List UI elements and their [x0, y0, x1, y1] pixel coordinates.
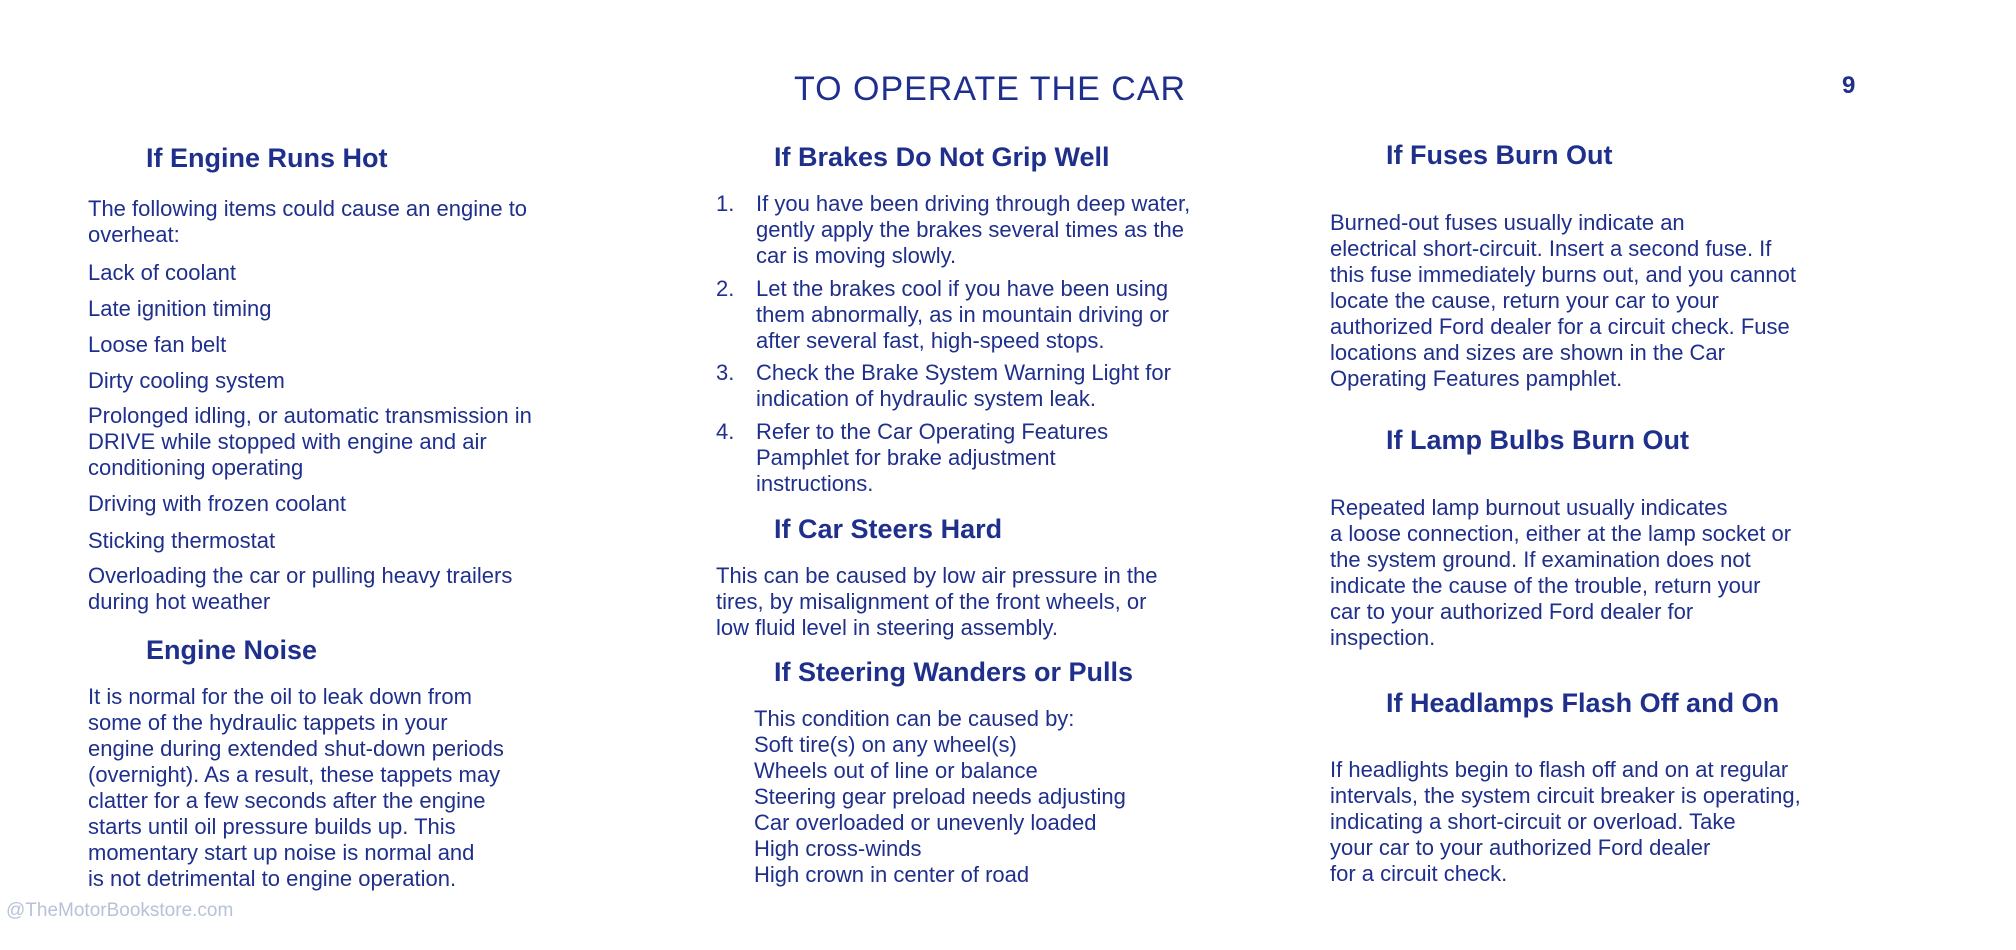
lamp-bulbs-text	[1330, 495, 1791, 651]
text-line: indication of hydraulic system leak.	[756, 386, 1096, 411]
cause-item: Driving with frozen coolant	[88, 491, 347, 516]
text-line: Let the brakes cool if you have been using	[756, 276, 1169, 301]
text-line: some of the hydraulic tappets in your	[88, 710, 448, 735]
fuses-text	[1330, 210, 1796, 392]
cause-item: Late ignition timing	[88, 296, 272, 321]
middle-column	[710, 0, 1290, 950]
lamp-bulbs-heading: If Lamp Bulbs Burn Out	[1386, 425, 1689, 455]
text-line: Soft tire(s) on any wheel(s)	[754, 732, 1017, 757]
text-line: clatter for a few seconds after the engine	[88, 788, 486, 813]
text-line: tires, by misalignment of the front wheels, or	[716, 589, 1147, 614]
engine-hot-intro	[88, 196, 527, 248]
page-number: 9	[1842, 72, 1856, 99]
cause-item	[88, 403, 532, 481]
text-line: Pamphlet for brake adjustment	[756, 445, 1056, 470]
text-line: momentary start up noise is normal and	[88, 840, 475, 865]
text-line: engine during extended shut-down periods	[88, 736, 504, 761]
text-line: overheat:	[88, 222, 180, 247]
text-line: this fuse immediately burns out, and you cannot	[1330, 262, 1796, 287]
text-line: Burned-out fuses usually indicate an	[1330, 210, 1685, 235]
text-line: (overnight). As a result, these tappets may	[88, 762, 501, 787]
left-column	[88, 0, 648, 950]
brakes-heading: If Brakes Do Not Grip Well	[774, 142, 1110, 172]
text-line: your car to your authorized Ford dealer	[1330, 835, 1711, 860]
text-line: indicating a short-circuit or overload. Take	[1330, 809, 1736, 834]
text-line: It is normal for the oil to leak down from	[88, 684, 472, 709]
text-line: Steering gear preload needs adjusting	[754, 784, 1126, 809]
text-line: during hot weather	[88, 589, 271, 614]
text-line: gently apply the brakes several times as the	[756, 217, 1185, 242]
text-line: locate the cause, return your car to your	[1330, 288, 1719, 313]
text-line: conditioning operating	[88, 455, 304, 480]
text-line: for a circuit check.	[1330, 861, 1508, 886]
text-line: is not detrimental to engine operation.	[88, 866, 457, 891]
text-line: Check the Brake System Warning Light for	[756, 360, 1171, 385]
text-line: inspection.	[1330, 625, 1436, 650]
text-line: indicate the cause of the trouble, return your	[1330, 573, 1761, 598]
text-line: a loose connection, either at the lamp socket or	[1330, 521, 1792, 546]
steers-hard-text	[716, 563, 1157, 641]
text-line: intervals, the system circuit breaker is operating,	[1330, 783, 1801, 808]
text-line: This can be caused by low air pressure in the	[716, 563, 1158, 588]
text-line: High crown in center of road	[754, 862, 1030, 887]
text-line: Overloading the car or pulling heavy trailers	[88, 563, 513, 588]
step-number: 3.	[716, 360, 735, 385]
page-title: TO OPERATE THE CAR	[793, 70, 1187, 108]
text-line: after several fast, high-speed stops.	[756, 328, 1105, 353]
text-line: the system ground. If examination does not	[1330, 547, 1751, 572]
engine-noise-text	[88, 684, 504, 892]
cause-item: Dirty cooling system	[88, 368, 285, 393]
text-line: If headlights begin to flash off and on at regular	[1330, 757, 1789, 782]
text-line: If you have been driving through deep water,	[756, 191, 1191, 216]
cause-item: Loose fan belt	[88, 332, 227, 357]
text-line: Wheels out of line or balance	[754, 758, 1038, 783]
text-line: Refer to the Car Operating Features	[756, 419, 1109, 444]
fuses-heading: If Fuses Burn Out	[1386, 140, 1613, 170]
text-line: instructions.	[756, 471, 874, 496]
text-line: car to your authorized Ford dealer for	[1330, 599, 1694, 624]
text-line: starts until oil pressure builds up. This	[88, 814, 456, 839]
wanders-heading: If Steering Wanders or Pulls	[774, 657, 1134, 687]
cause-item: Sticking thermostat	[88, 528, 276, 553]
text-line: This condition can be caused by:	[754, 706, 1075, 731]
headlamps-heading: If Headlamps Flash Off and On	[1386, 688, 1780, 718]
cause-item: Lack of coolant	[88, 260, 236, 285]
text-line: them abnormally, as in mountain driving or	[756, 302, 1169, 327]
step-number: 1.	[716, 191, 735, 216]
text-line: locations and sizes are shown in the Car	[1330, 340, 1725, 365]
text-line: authorized Ford dealer for a circuit check. Fuse	[1330, 314, 1790, 339]
step-number: 2.	[716, 276, 735, 301]
text-line: The following items could cause an engine to	[88, 196, 528, 221]
cause-item	[88, 563, 512, 615]
headlamps-text	[1330, 757, 1801, 887]
text-line: DRIVE while stopped with engine and air	[88, 429, 487, 454]
wanders-text	[754, 706, 1126, 888]
text-line: electrical short-circuit. Insert a second fuse. If	[1330, 236, 1772, 261]
text-line: Operating Features pamphlet.	[1330, 366, 1623, 391]
step-number: 4.	[716, 419, 735, 444]
text-line: High cross-winds	[754, 836, 922, 861]
watermark: @TheMotorBookstore.com	[6, 900, 234, 921]
text-line: Prolonged idling, or automatic transmission in	[88, 403, 532, 428]
engine-hot-heading: If Engine Runs Hot	[146, 143, 388, 173]
text-line: Repeated lamp burnout usually indicates	[1330, 495, 1728, 520]
text-line: Car overloaded or unevenly loaded	[754, 810, 1097, 835]
steers-hard-heading: If Car Steers Hard	[774, 514, 1003, 544]
text-line: car is moving slowly.	[756, 243, 957, 268]
engine-noise-heading: Engine Noise	[146, 635, 318, 665]
right-column	[1330, 0, 1930, 950]
text-line: low fluid level in steering assembly.	[716, 615, 1058, 640]
